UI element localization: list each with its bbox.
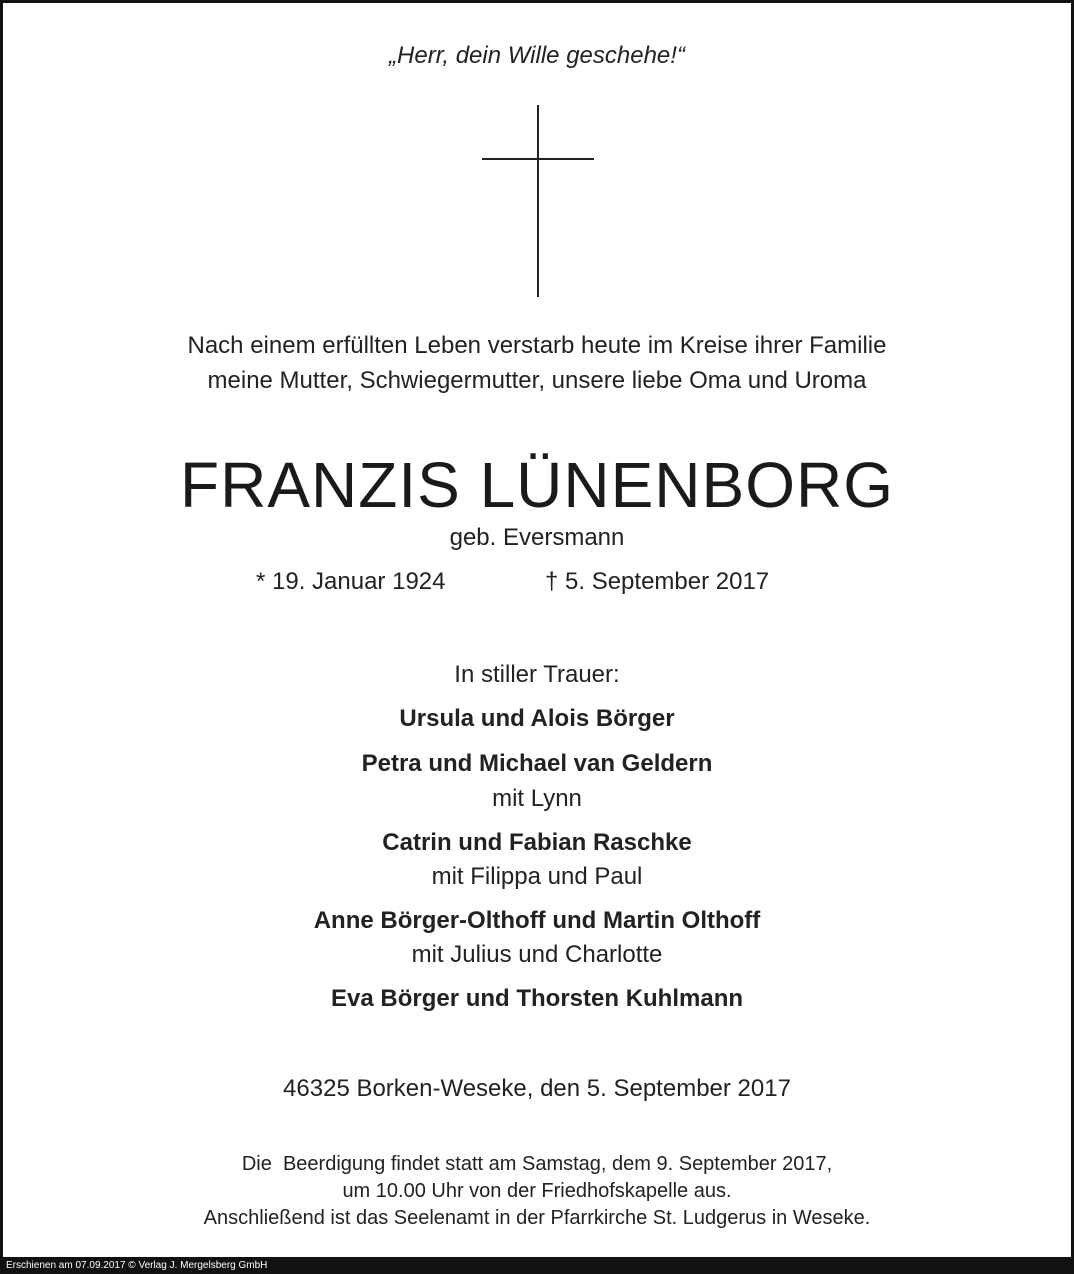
birth-date: * 19. Januar 1924 [256, 568, 446, 595]
family-name-3: Catrin und Fabian Raschke [382, 829, 692, 856]
cross-icon [537, 105, 539, 297]
intro-text [0, 328, 1074, 398]
family-name-1: Ursula und Alois Börger [399, 705, 675, 732]
family-children-2: mit Lynn [492, 785, 582, 812]
family-name-5: Eva Börger und Thorsten Kuhlmann [330, 985, 744, 1012]
place-date: 46325 Borken-Weseke, den 5. September 2017 [283, 1075, 791, 1102]
deceased-name: FRANZIS LÜNENBORG [180, 449, 894, 521]
intro-line-2: meine Mutter, Schwiegermutter, unsere liebe Oma und Uroma [207, 367, 867, 394]
funeral-line-2: um 10.00 Uhr von der Friedhofskapelle aus. [342, 1180, 732, 1202]
family-name-2: Petra und Michael van Geldern [361, 750, 713, 777]
family-children-4: mit Julius und Charlotte [411, 941, 663, 968]
intro-line-1: Nach einem erfüllten Leben verstarb heute im Kreise ihrer Familie [187, 332, 887, 359]
funeral-info [0, 1151, 1074, 1232]
family-children-3: mit Filippa und Paul [431, 863, 643, 890]
publication-footer: Erschienen am 07.09.2017 © Verlag J. Mergelsberg GmbH [0, 1257, 1074, 1274]
family-name-4: Anne Börger-Olthoff und Martin Olthoff [313, 907, 761, 934]
funeral-line-3: Anschließend ist das Seelenamt in der Pfarrkirche St. Ludgerus in Weseke. [203, 1207, 871, 1229]
mourning-heading: In stiller Trauer: [454, 661, 620, 688]
motto-quote: „Herr, dein Wille geschehe!“ [389, 42, 685, 69]
cross-icon-bar [482, 158, 594, 160]
funeral-line-1: Die Beerdigung findet statt am Samstag, dem 9. September 2017, [241, 1153, 833, 1175]
death-date: † 5. September 2017 [545, 568, 770, 595]
maiden-name: geb. Eversmann [449, 524, 625, 551]
